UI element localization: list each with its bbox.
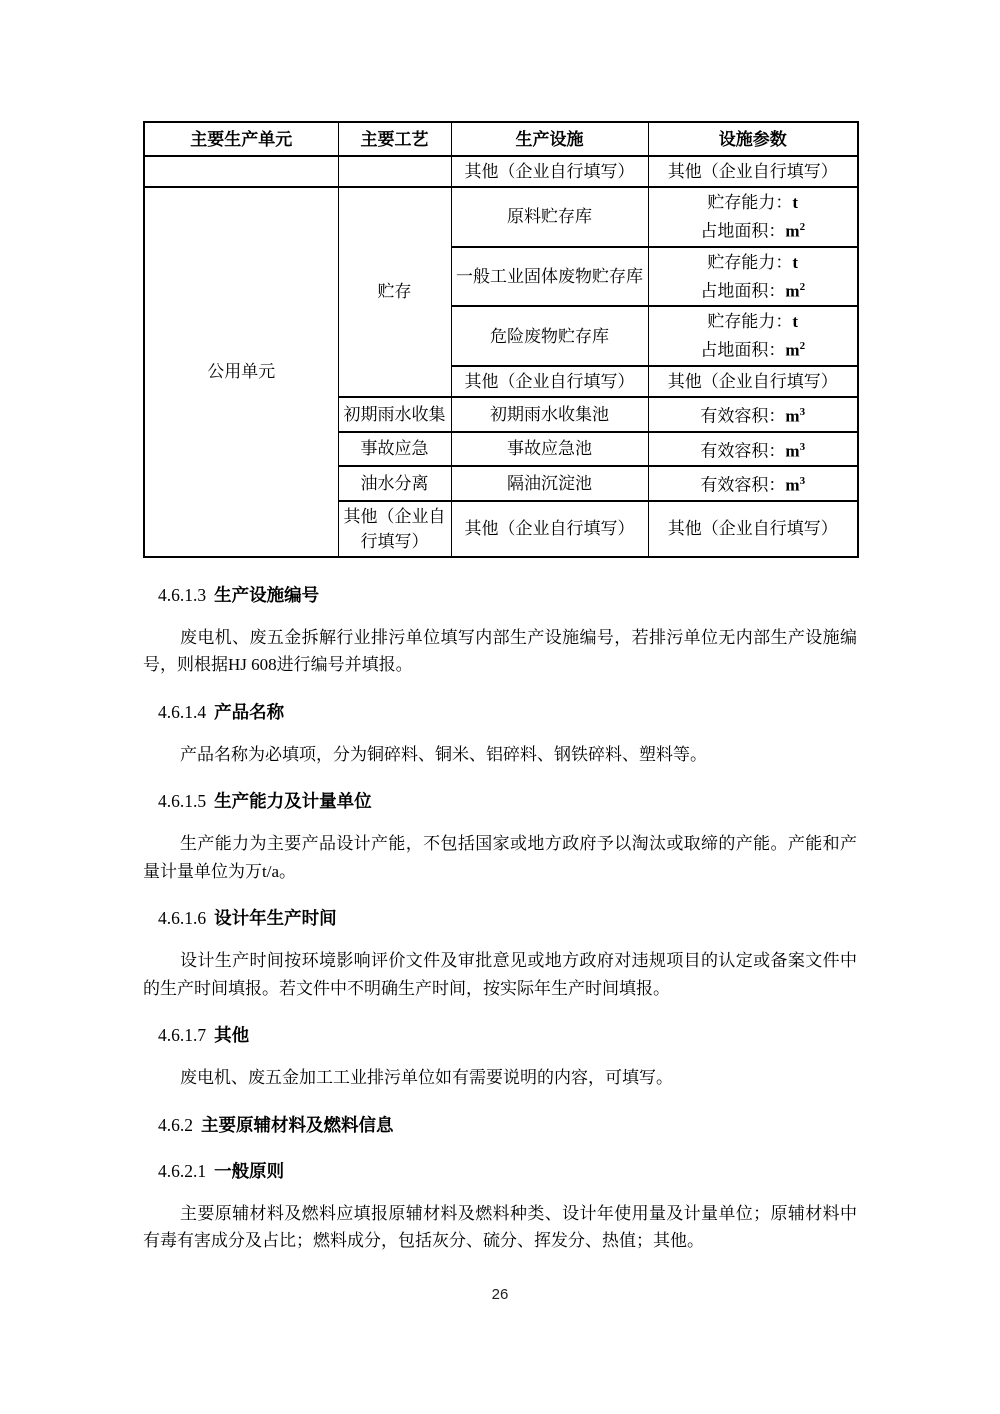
section-heading-4-6-1-5 [143, 788, 857, 814]
param-line-capacity: 贮存能力：t [707, 312, 799, 332]
unit-sup-2: 2 [799, 280, 806, 293]
unit-m: m [785, 281, 800, 301]
header-main-unit: 主要生产单元 [144, 122, 338, 156]
param-line-area: 占地面积：$m^2$ [700, 340, 806, 360]
cell-process-other: 其他（企业自行填写） [338, 501, 451, 557]
header-facility: 生产设施 [451, 122, 648, 156]
section-title: 生产能力及计量单位 [214, 791, 372, 812]
cell-param-hazardous-waste [648, 306, 858, 366]
cell-facility-oil-pool: 隔油沉淀池 [451, 466, 648, 501]
cell-param-other: 其他（企业自行填写） [648, 366, 858, 397]
header-facility-params: 设施参数 [648, 122, 858, 156]
cell-param-other: 其他（企业自行填写） [648, 501, 858, 557]
section-number: 4.6.2 [158, 1114, 193, 1135]
unit-m: m [785, 221, 800, 241]
cell-facility-other: 其他（企业自行填写） [451, 501, 648, 557]
unit-m: m [785, 340, 800, 360]
paragraph-4-6-1-5: 生产能力为主要产品设计产能，不包括国家或地方政府予以淘汰或取缔的产能。产能和产量计量单位为万t/a。 [143, 834, 857, 881]
cell-facility-other: 其他（企业自行填写） [451, 366, 648, 397]
unit-m: m [785, 406, 800, 426]
section-heading-4-6-1-7 [143, 1022, 857, 1048]
table-row [144, 187, 858, 247]
unit-t: t [792, 193, 799, 212]
param-line-capacity: 贮存能力：t [707, 193, 799, 212]
unit-sup-3: 3 [799, 475, 806, 488]
page-number: 26 [491, 1286, 509, 1303]
unit-t: t [792, 312, 799, 332]
unit-sup-2: 2 [799, 221, 806, 233]
section-number: 4.6.2.1 [158, 1160, 207, 1181]
table-header-row [144, 122, 858, 156]
cell-process-storage: 贮存 [338, 187, 451, 397]
section-number: 4.6.1.5 [158, 791, 207, 812]
section-title: 生产设施编号 [214, 584, 320, 605]
facility-table [143, 121, 859, 558]
cell-facility-raw-storage: 原料贮存库 [451, 187, 648, 247]
section-number: 4.6.1.4 [158, 701, 207, 722]
cell-facility-rainwater-pool: 初期雨水收集池 [451, 397, 648, 432]
paragraph-4-6-2-1: 主要原辅材料及燃料应填报原辅材料及燃料种类、设计年使用量及计量单位；原辅材料中有毒有害成分及占比；燃料成分，包括灰分、硫分、挥发分、热值；其他。 [143, 1203, 857, 1251]
section-heading-4-6-1-4 [143, 699, 857, 725]
cell-param-other: 其他（企业自行填写） [648, 156, 858, 187]
table-row [144, 156, 858, 187]
section-heading-4-6-1-6 [143, 905, 857, 931]
cell-process-empty [338, 156, 451, 187]
unit-sup-2: 2 [799, 340, 806, 353]
section-title: 其他 [214, 1025, 250, 1046]
cell-facility-hazardous-waste: 危险废物贮存库 [451, 306, 648, 366]
cell-param-oil: 有效容积：$m^3$ [648, 466, 858, 501]
section-title: 一般原则 [214, 1160, 285, 1181]
cell-facility-other: 其他（企业自行填写） [451, 156, 648, 187]
document-content [143, 121, 857, 1255]
section-title: 产品名称 [214, 701, 285, 722]
param-line-area: 占地面积：$m^2$ [700, 280, 806, 301]
cell-unit-public: 公用单元 [144, 187, 338, 557]
section-title: 主要原辅材料及燃料信息 [201, 1114, 394, 1135]
unit-sup-3: 3 [799, 405, 806, 418]
section-heading-4-6-1-3 [143, 582, 857, 608]
unit-t: t [792, 252, 799, 272]
cell-param-raw-storage [648, 187, 858, 247]
paragraph-4-6-1-7: 废电机、废五金加工工业排污单位如有需要说明的内容，可填写。 [180, 1068, 673, 1088]
cell-facility-accident-pool: 事故应急池 [451, 432, 648, 467]
param-line-capacity: 贮存能力：t [707, 252, 799, 272]
param-line-area: 占地面积：$m^2$ [700, 221, 806, 241]
cell-param-general-solid-waste [648, 247, 858, 307]
section-number: 4.6.1.6 [158, 908, 207, 929]
cell-process-accident: 事故应急 [338, 432, 451, 467]
header-main-process: 主要工艺 [338, 122, 451, 156]
section-number: 4.6.1.3 [158, 584, 207, 605]
unit-sup-3: 3 [799, 440, 806, 453]
paragraph-4-6-1-6: 设计生产时间按环境影响评价文件及审批意见或地方政府对违规项目的认定或备案文件中的生产时间填报。若文件中不明确生产时间，按实际年生产时间填报。 [143, 951, 857, 998]
section-title: 设计年生产时间 [214, 908, 337, 929]
unit-m: m [785, 475, 800, 495]
cell-facility-general-solid-waste: 一般工业固体废物贮存库 [451, 247, 648, 307]
cell-param-rainwater: 有效容积：$m^3$ [648, 397, 858, 432]
cell-unit-empty [144, 156, 338, 187]
cell-process-rainwater: 初期雨水收集 [338, 397, 451, 432]
cell-process-oil-separation: 油水分离 [338, 466, 451, 501]
cell-param-accident: 有效容积：$m^3$ [648, 432, 858, 467]
section-heading-4-6-2-1 [143, 1158, 857, 1184]
paragraph-4-6-1-3: 废电机、废五金拆解行业排污单位填写内部生产设施编号，若排污单位无内部生产设施编号，则根据HJ 608进行编号并填报。 [143, 627, 857, 675]
section-heading-4-6-2 [143, 1112, 857, 1138]
unit-m: m [785, 441, 800, 461]
paragraph-4-6-1-4: 产品名称为必填项，分为铜碎料、铜米、铝碎料、钢铁碎料、塑料等。 [180, 744, 707, 764]
section-number: 4.6.1.7 [158, 1025, 207, 1046]
